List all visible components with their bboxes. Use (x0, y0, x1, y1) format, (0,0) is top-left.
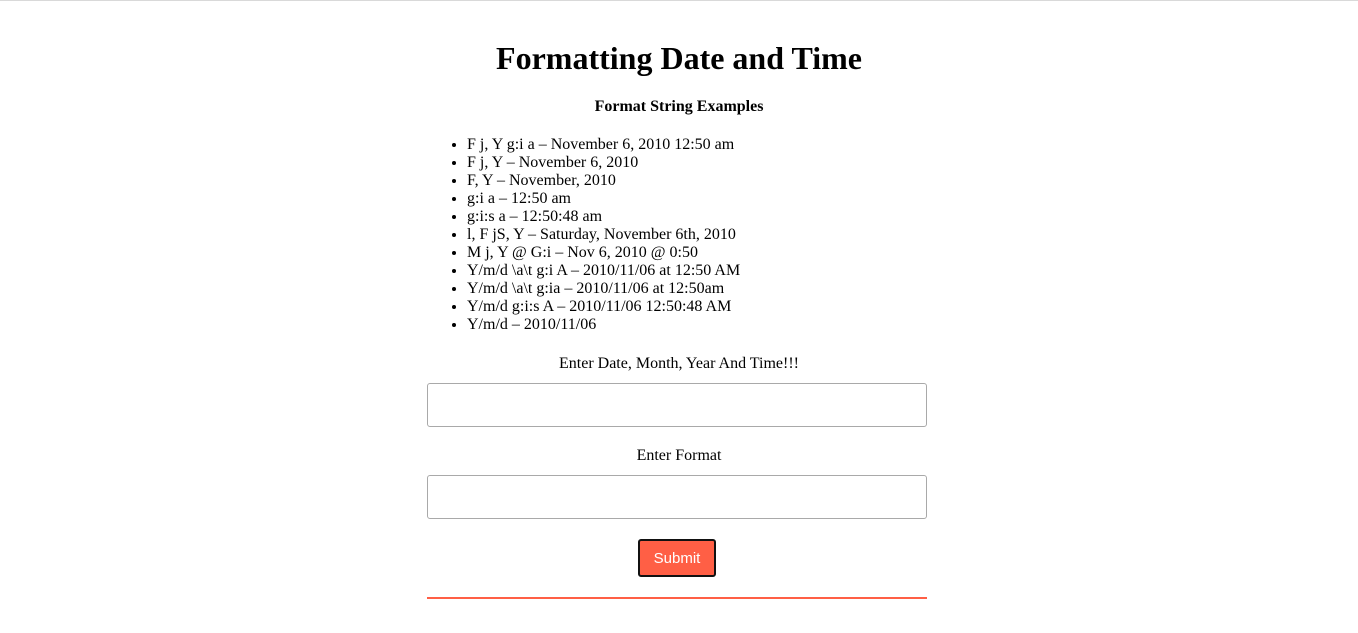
examples-heading: Format String Examples (594, 98, 764, 115)
list-item: • F, Y – November, 2010 (467, 172, 927, 190)
list-item: • F j, Y g:i a – November 6, 2010 12:50 am (467, 136, 927, 154)
top-border (0, 0, 1358, 1)
date-input[interactable] (427, 383, 927, 427)
list-item: • g:i:s a – 12:50:48 am (467, 208, 927, 226)
format-examples-list (427, 136, 927, 334)
date-field-label: Enter Date, Month, Year And Time!!! (559, 355, 799, 372)
list-item: • g:i a – 12:50 am (467, 190, 927, 208)
list-item: • Y/m/d \a\t g:ia – 2010/11/06 at 12:50am (467, 280, 927, 298)
list-item: • M j, Y @ G:i – Nov 6, 2010 @ 0:50 (467, 244, 927, 262)
list-item: • l, F jS, Y – Saturday, November 6th, 2010 (467, 226, 927, 244)
divider (427, 597, 927, 599)
submit-button[interactable]: Submit (638, 539, 716, 577)
list-item: • Y/m/d \a\t g:i A – 2010/11/06 at 12:50 AM (467, 262, 927, 280)
page-title: Formatting Date and Time (496, 40, 862, 76)
list-item: • Y/m/d g:i:s A – 2010/11/06 12:50:48 AM (467, 298, 927, 316)
list-item: • F j, Y – November 6, 2010 (467, 154, 927, 172)
format-field-label: Enter Format (636, 447, 722, 464)
list-item: • Y/m/d – 2010/11/06 (467, 316, 927, 334)
format-input[interactable] (427, 475, 927, 519)
